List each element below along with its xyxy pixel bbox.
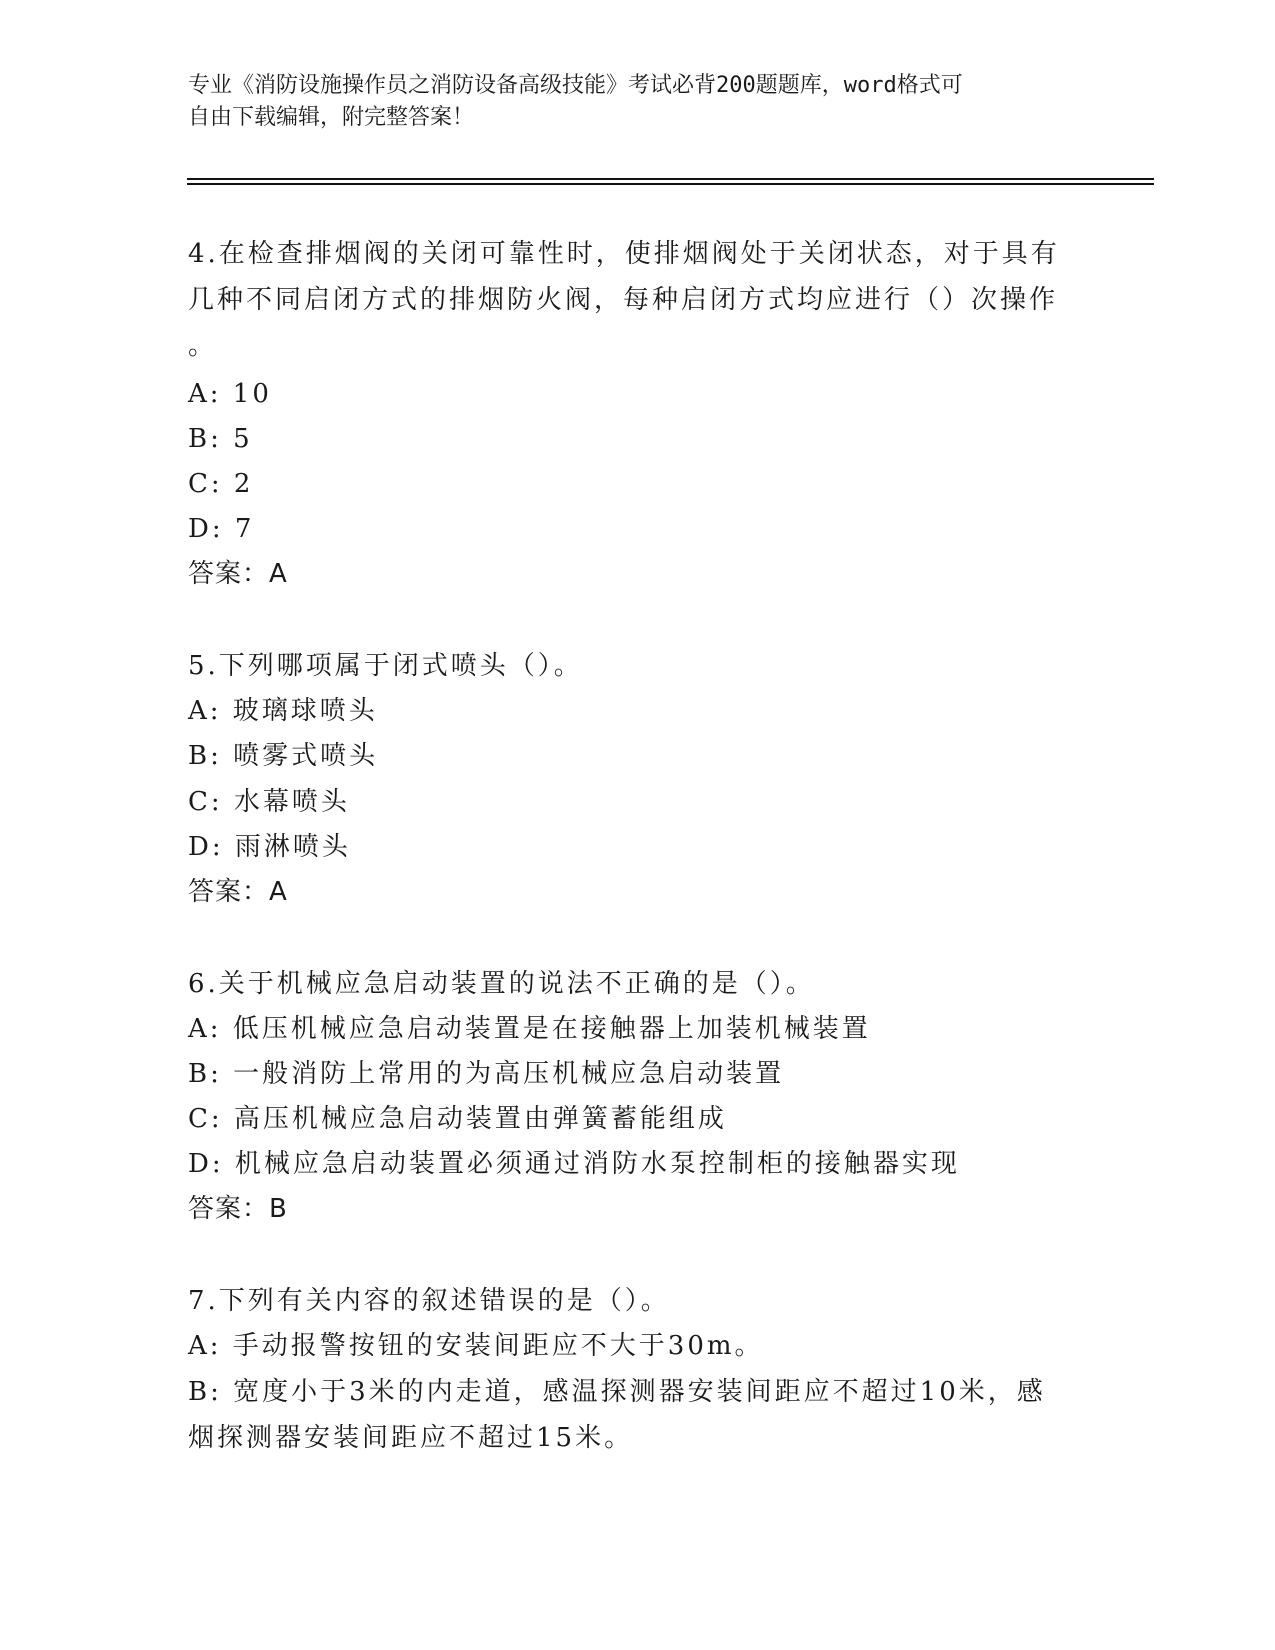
- question-4-stem-line-2: 几种不同启闭方式的排烟防火阀，每种启闭方式均应进行（）次操作: [188, 285, 1059, 315]
- document-header: [188, 70, 1068, 134]
- question-5-option-b: B: 喷雾式喷头: [188, 741, 379, 771]
- question-4-option-b: B: 5: [188, 424, 253, 454]
- question-5-option-c: C: 水幕喷头: [188, 787, 350, 817]
- question-6-option-b: B: 一般消防上常用的为高压机械应急启动装置: [188, 1059, 785, 1089]
- question-5-option-d: D: 雨淋喷头: [188, 832, 351, 862]
- header-line-1: 专业《消防设施操作员之消防设备高级技能》考试必背200题题库，word格式可: [188, 73, 963, 98]
- question-6-option-c: C: 高压机械应急启动装置由弹簧蓄能组成: [188, 1104, 727, 1134]
- header-divider-top: [187, 178, 1154, 180]
- question-7-option-b-line-1: B: 宽度小于3米的内走道，感温探测器安装间距应不超过10米，感: [188, 1377, 1046, 1407]
- question-5-answer: 答案：A: [188, 877, 288, 907]
- question-6-stem-line-1: 6.关于机械应急启动装置的说法不正确的是（）。: [188, 969, 815, 999]
- question-5-stem-line-1: 5.下列哪项属于闭式喷头（）。: [188, 651, 583, 681]
- question-6-option-a: A: 低压机械应急启动装置是在接触器上加装机械装置: [188, 1014, 871, 1044]
- question-4-option-c: C: 2: [188, 469, 254, 499]
- question-4-stem-line-1: 4.在检查排烟阀的关闭可靠性时，使排烟阀处于关闭状态，对于具有: [188, 239, 1060, 269]
- question-4-option-d: D: 7: [188, 514, 255, 544]
- question-7-stem-line-1: 7.下列有关内容的叙述错误的是（）。: [188, 1286, 670, 1316]
- question-7-option-a: A: 手动报警按钮的安装间距应不大于30m。: [188, 1331, 764, 1361]
- question-7-option-b-line-2: 烟探测器安装间距应不超过15米。: [188, 1423, 634, 1453]
- question-4-option-a: A: 10: [188, 379, 272, 409]
- question-6-answer: 答案：B: [188, 1194, 288, 1224]
- question-4-stem-line-3: 。: [188, 331, 218, 361]
- header-line-2: 自由下载编辑，附完整答案！: [188, 105, 475, 130]
- header-divider-bottom: [187, 183, 1154, 185]
- question-4-answer: 答案：A: [188, 559, 288, 589]
- question-5-option-a: A: 玻璃球喷头: [188, 696, 378, 726]
- question-6-option-d: D: 机械应急启动装置必须通过消防水泵控制柜的接触器实现: [188, 1149, 960, 1179]
